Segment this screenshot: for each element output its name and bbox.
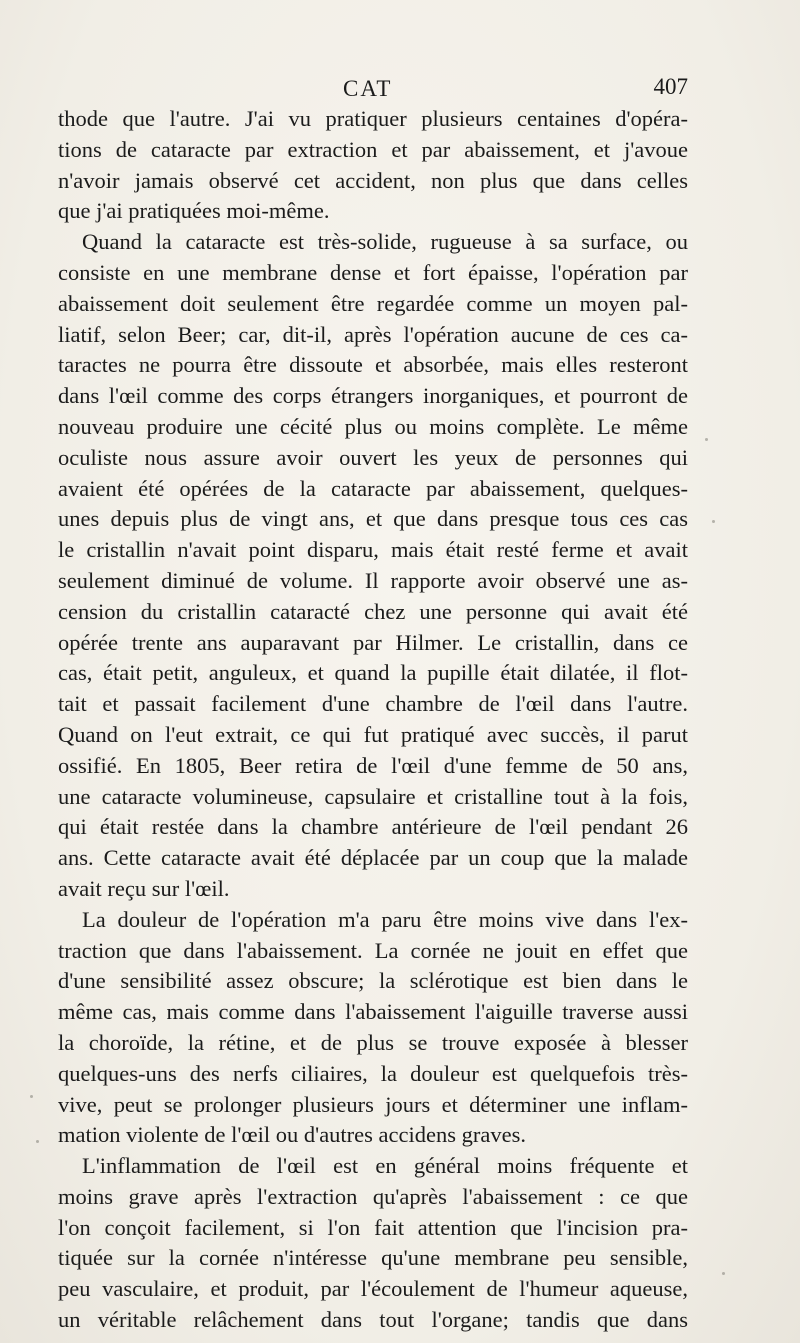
ink-speck bbox=[36, 1140, 39, 1143]
text-line: quelques-uns des nerfs ciliaires, la douleur est quelquefois très- bbox=[58, 1060, 688, 1086]
text-line: une cataracte volumineuse, capsulaire et cristalline tout à la fois, bbox=[58, 783, 688, 809]
ink-speck bbox=[722, 1272, 725, 1275]
text-line: un véritable relâchement dans tout l'organe; tandis que dans bbox=[58, 1307, 688, 1333]
text-line: L'inflammation de l'œil est en général moins fréquente et bbox=[82, 1153, 688, 1179]
text-line: tait et passait facilement d'une chambre de l'œil dans l'autre. bbox=[58, 691, 688, 717]
text-line: qui était restée dans la chambre antérieure de l'œil pendant 26 bbox=[58, 814, 688, 840]
body-text bbox=[58, 104, 688, 1336]
text-line: taractes ne pourra être dissoute et absorbée, mais elles resteront bbox=[58, 352, 688, 378]
text-line: ans. Cette cataracte avait été déplacée par un coup que la malade bbox=[58, 845, 688, 871]
text-line: cas, était petit, anguleux, et quand la pupille était dilatée, il flot- bbox=[58, 660, 688, 686]
text-line: thode que l'autre. J'ai vu pratiquer plusieurs centaines d'opéra- bbox=[58, 106, 688, 131]
text-line: que j'ai pratiquées moi-même. bbox=[58, 198, 330, 224]
text-line: traction que dans l'abaissement. La cornée ne jouit en effet que bbox=[58, 937, 688, 963]
text-line: l'on conçoit facilement, si l'on fait attention que l'incision pra- bbox=[58, 1214, 688, 1240]
text-line: la choroïde, la rétine, et de plus se trouve exposée à blesser bbox=[58, 1029, 688, 1055]
text-line: oculiste nous assure avoir ouvert les yeux de personnes qui bbox=[58, 444, 688, 470]
text-line: n'avoir jamais observé cet accident, non plus que dans celles bbox=[58, 167, 688, 193]
text-line: moins grave après l'extraction qu'après l'abaissement : ce que bbox=[58, 1183, 688, 1209]
text-line: peu vasculaire, et produit, par l'écoulement de l'humeur aqueuse, bbox=[58, 1276, 688, 1302]
text-line: même cas, mais comme dans l'abaissement l'aiguille traverse aussi bbox=[58, 999, 688, 1025]
text-line: tiquée sur la cornée n'intéresse qu'une membrane peu sensible, bbox=[58, 1245, 688, 1271]
text-line: avaient été opérées de la cataracte par abaissement, quelques- bbox=[58, 475, 688, 501]
text-line: unes depuis plus de vingt ans, et que dans presque tous ces cas bbox=[58, 506, 688, 532]
text-line: opérée trente ans auparavant par Hilmer. Le cristallin, dans ce bbox=[58, 629, 688, 655]
running-head: CAT bbox=[343, 76, 393, 101]
text-line: avait reçu sur l'œil. bbox=[58, 875, 230, 901]
text-line: seulement diminué de volume. Il rapporte avoir observé une as- bbox=[58, 567, 688, 593]
ink-speck bbox=[30, 1095, 33, 1098]
ink-speck bbox=[712, 520, 715, 523]
text-line: consiste en une membrane dense et fort épaisse, l'opération par bbox=[58, 259, 688, 285]
page-number: 407 bbox=[653, 74, 688, 99]
text-line: Quand on l'eut extrait, ce qui fut pratiqué avec succès, il parut bbox=[58, 721, 688, 747]
page-header bbox=[58, 68, 688, 108]
text-line: nouveau produire une cécité plus ou moins complète. Le même bbox=[58, 413, 688, 439]
text-line: abaissement doit seulement être regardée comme un moyen pal- bbox=[58, 290, 688, 316]
text-line: le cristallin n'avait point disparu, mais était resté ferme et avait bbox=[58, 537, 688, 563]
text-line: ossifié. En 1805, Beer retira de l'œil d'une femme de 50 ans, bbox=[58, 752, 688, 778]
text-line: La douleur de l'opération m'a paru être moins vive dans l'ex- bbox=[82, 906, 688, 932]
text-line: dans l'œil comme des corps étrangers inorganiques, et pourront de bbox=[58, 383, 688, 409]
text-line: liatif, selon Beer; car, dit-il, après l'opération aucune de ces ca- bbox=[58, 321, 688, 347]
text-line: Quand la cataracte est très-solide, rugueuse à sa surface, ou bbox=[82, 229, 688, 255]
text-line: d'une sensibilité assez obscure; la sclérotique est bien dans le bbox=[58, 968, 688, 994]
ink-speck bbox=[705, 438, 708, 441]
text-line: cension du cristallin cataracté chez une personne qui avait été bbox=[58, 598, 688, 624]
text-line: mation violente de l'œil ou d'autres accidens graves. bbox=[58, 1122, 526, 1148]
text-line: tions de cataracte par extraction et par abaissement, et j'avoue bbox=[58, 136, 688, 162]
text-line: vive, peut se prolonger plusieurs jours et déterminer une inflam- bbox=[58, 1091, 688, 1117]
